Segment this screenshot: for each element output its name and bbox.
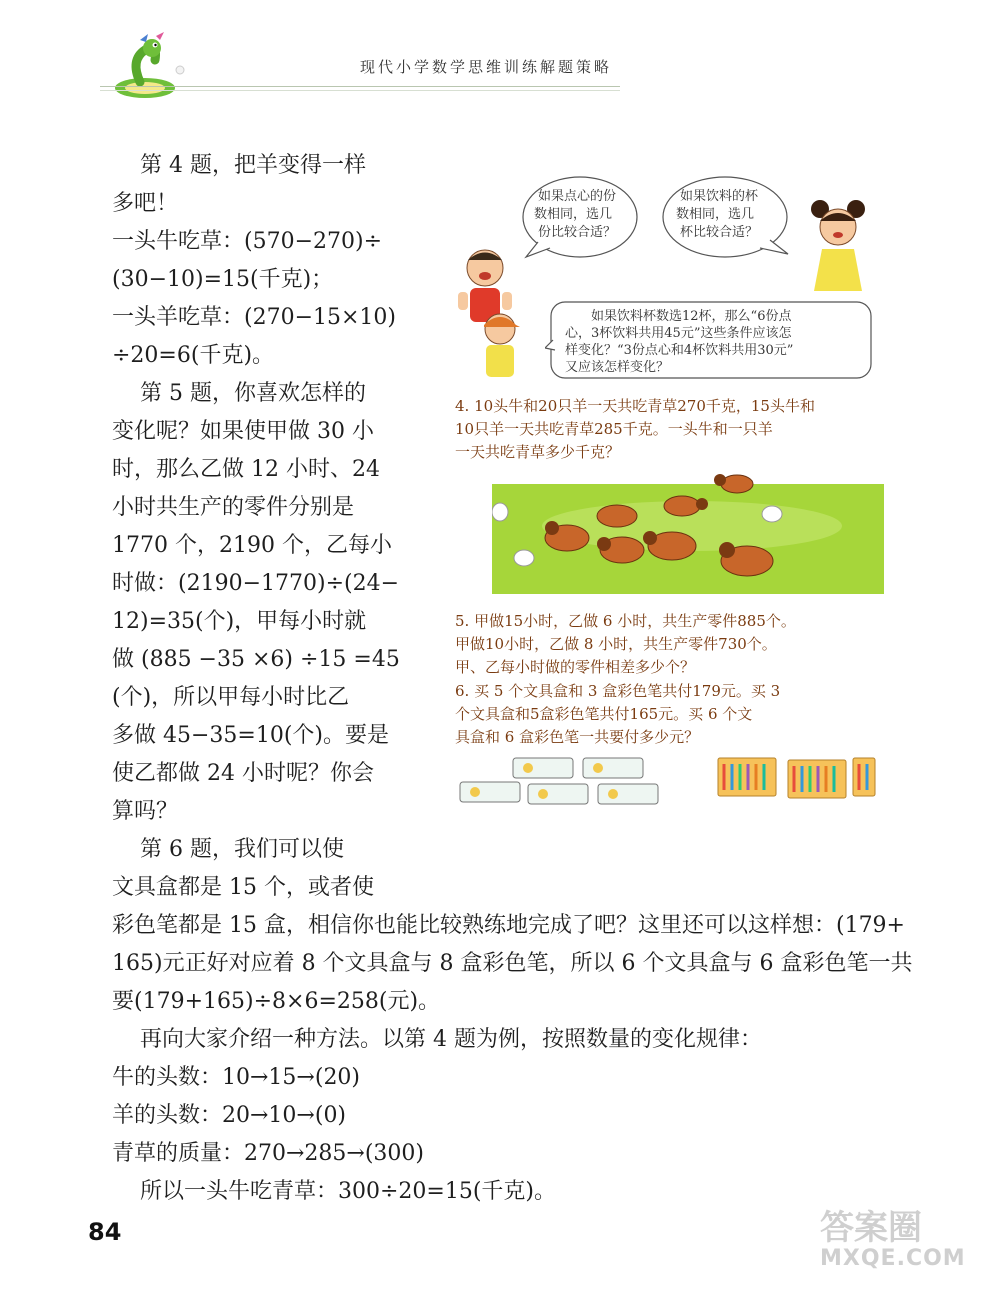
header-divider: [100, 86, 620, 87]
body-line-8: 所以一头牛吃青草：300÷20=15(千克)。: [118, 1179, 557, 1204]
boy-with-cap-illustration: [470, 305, 530, 385]
left-line-10: 小时共生产的零件分别是: [112, 495, 355, 520]
left-line-12: 时做：(2190−1770)÷(24−: [112, 571, 400, 596]
watermark-logo: 答案圈: [820, 1208, 922, 1248]
left-line-7: 第 5 题，你喜欢怎样的: [118, 381, 366, 406]
boy2-bubble-line-4: 又应该怎样变化？: [565, 360, 670, 375]
left-line-16: 多做 45−35=10(个)。要是: [112, 723, 390, 748]
body-line-2: 165)元正好对应着 8 个文具盒与 8 盒彩色笔，所以 6 个文具盒与 6 盒彩色笔一共: [112, 951, 913, 976]
header-divider-secondary: [100, 90, 620, 91]
boy-bubble-line-2: 数相同，选几: [534, 207, 613, 222]
left-line-6: ÷20=6(千克)。: [112, 343, 275, 368]
boy2-bubble-line-2: 心，3杯饮料共用45元”这些条件应该怎: [565, 326, 792, 341]
boy2-bubble-line-3: 样变化？“3份点心和4杯饮料共用30元”: [565, 343, 794, 358]
left-line-5: 一头羊吃草：(270−15×10): [112, 305, 397, 330]
body-line-4: 再向大家介绍一种方法。以第 4 题为例，按照数量的变化规律：: [118, 1027, 762, 1052]
boy-bubble-line-3: 份比较合适？: [538, 225, 617, 240]
left-line-14: 做 (885 −35 ×6) ÷15 =45: [112, 647, 400, 672]
girl-bubble-line-3: 杯比较合适？: [680, 225, 759, 240]
question-4-line-3: 一天共吃青草多少千克？: [455, 443, 621, 461]
boy2-bubble-line-1: 如果饮料杯数选12杯，那么“6份点: [591, 309, 792, 324]
pencil-boxes-and-color-pens-illustration: [458, 750, 878, 810]
left-line-3: 一头牛吃草：(570−270)÷: [112, 229, 383, 254]
question-4-line-1: 4. 10头牛和20只羊一天共吃青草270千克，15头牛和: [455, 397, 815, 415]
boy-speech-bubble: [520, 172, 640, 267]
left-line-20: 文具盒都是 15 个，或者使: [112, 875, 374, 900]
cows-and-sheep-illustration: [492, 466, 884, 594]
watermark-url: MXQE.COM: [820, 1246, 966, 1271]
boy-bubble-line-1: 如果点心的份: [538, 189, 617, 204]
girl-speech-bubble: [660, 172, 790, 267]
left-line-18: 算吗？: [112, 799, 179, 824]
left-line-4: (30−10)=15(千克)；: [112, 267, 334, 292]
left-line-8: 变化呢？如果使甲做 30 小: [112, 419, 374, 444]
question-5-line-2: 甲做10小时，乙做 8 小时，共生产零件730个。: [455, 635, 777, 653]
question-4-line-2: 10只羊一天共吃青草285千克。一头牛和一只羊: [455, 420, 773, 438]
left-line-19: 第 6 题，我们可以使: [118, 837, 344, 862]
boy-with-cap-speech-bubble: [545, 300, 875, 382]
girl-bubble-line-1: 如果饮料的杯: [680, 189, 759, 204]
girl-illustration: [800, 195, 875, 295]
body-line-7: 青草的质量：270→285→(300): [112, 1141, 425, 1166]
body-line-5: 牛的头数：10→15→(20): [112, 1065, 361, 1090]
question-6-line-1: 6. 买 5 个文具盒和 3 盒彩色笔共付179元。买 3: [455, 682, 781, 700]
question-6-line-2: 个文具盒和5盒彩色笔共付165元。买 6 个文: [455, 705, 753, 723]
question-5-line-1: 5. 甲做15小时，乙做 6 小时，共生产零件885个。: [455, 612, 796, 630]
question-6-line-3: 具盒和 6 盒彩色笔一共要付多少元？: [455, 728, 700, 746]
snake-mascot-icon: [100, 30, 200, 110]
left-line-13: 12)=35(个)，甲每小时就: [112, 609, 367, 634]
body-line-3: 要(179+165)÷8×6=258(元)。: [112, 989, 441, 1014]
left-line-17: 使乙都做 24 小时呢？你会: [112, 761, 374, 786]
left-line-9: 时，那么乙做 12 小时、24: [112, 457, 380, 482]
body-line-1: 彩色笔都是 15 盒，相信你也能比较熟练地完成了吧？这里还可以这样想：(179+: [112, 913, 905, 938]
header-title: 现代小学数学思维训练解题策略: [360, 58, 613, 76]
left-line-2: 多吧！: [112, 191, 179, 216]
girl-bubble-line-2: 数相同，选几: [676, 207, 755, 222]
question-5-line-3: 甲、乙每小时做的零件相差多少个？: [455, 658, 696, 676]
page-number: 84: [88, 1218, 122, 1246]
body-line-6: 羊的头数：20→10→(0): [112, 1103, 347, 1128]
left-line-11: 1770 个，2190 个，乙每小: [112, 533, 392, 558]
left-line-15: (个)，所以甲每小时比乙: [112, 685, 350, 710]
left-line-1: 第 4 题，把羊变得一样: [118, 153, 366, 178]
